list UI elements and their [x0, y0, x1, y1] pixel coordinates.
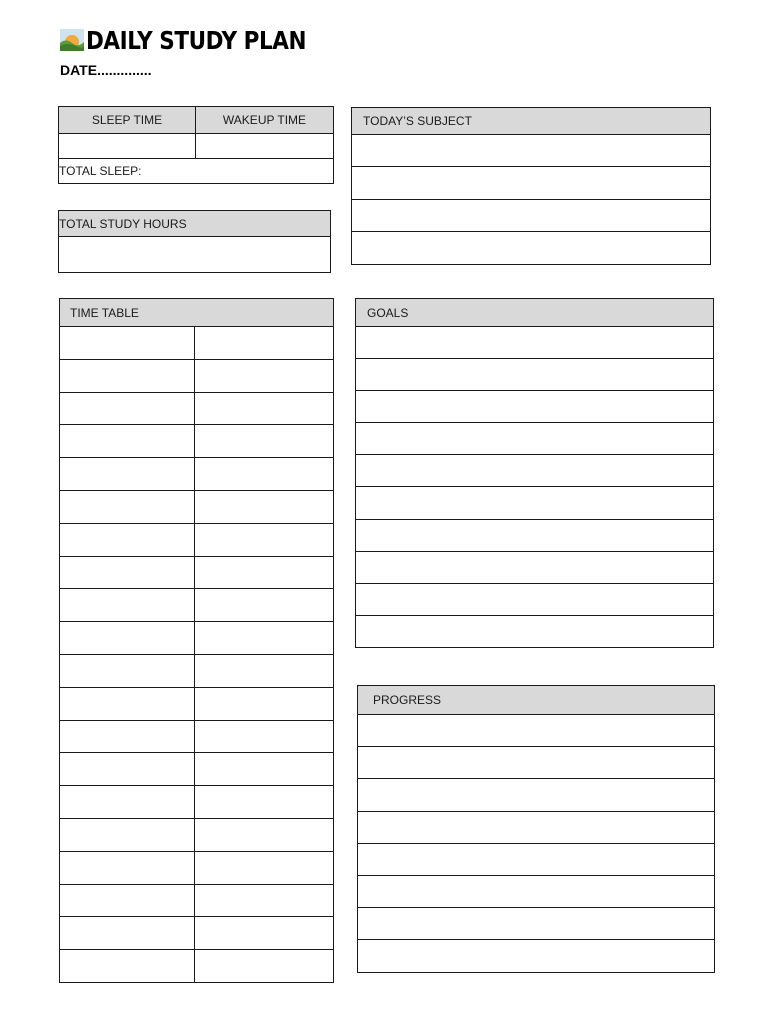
time-cell[interactable] — [60, 786, 195, 818]
progress-panel — [357, 685, 715, 973]
timetable-panel — [59, 298, 334, 983]
progress-row[interactable] — [358, 746, 714, 778]
timetable-row[interactable] — [60, 392, 333, 425]
goal-row[interactable] — [356, 551, 713, 583]
study-hours-table — [58, 210, 331, 273]
progress-row[interactable] — [358, 778, 714, 810]
time-cell[interactable] — [60, 852, 195, 884]
activity-cell[interactable] — [195, 753, 333, 785]
activity-cell[interactable] — [195, 458, 333, 490]
subject-table — [351, 107, 711, 265]
time-cell[interactable] — [60, 458, 195, 490]
timetable-row[interactable] — [60, 818, 333, 851]
timetable-row[interactable] — [60, 490, 333, 523]
timetable-row[interactable] — [60, 687, 333, 720]
goal-row[interactable] — [356, 486, 713, 518]
progress-row[interactable] — [358, 875, 714, 907]
time-cell[interactable] — [60, 393, 195, 425]
activity-cell[interactable] — [195, 622, 333, 654]
activity-cell[interactable] — [195, 917, 333, 949]
goals-header: GOALS — [356, 298, 713, 326]
activity-cell[interactable] — [195, 589, 333, 621]
timetable-row[interactable] — [60, 654, 333, 687]
time-cell[interactable] — [60, 491, 195, 523]
timetable-row[interactable] — [60, 523, 333, 556]
activity-cell[interactable] — [195, 688, 333, 720]
wakeup-time-header: WAKEUP TIME — [196, 107, 334, 134]
timetable-row[interactable] — [60, 621, 333, 654]
wakeup-time-cell[interactable] — [196, 134, 334, 159]
goals-panel — [355, 298, 714, 648]
timetable-row[interactable] — [60, 720, 333, 753]
activity-cell[interactable] — [195, 491, 333, 523]
time-cell[interactable] — [60, 655, 195, 687]
timetable-row[interactable] — [60, 457, 333, 490]
time-cell[interactable] — [60, 360, 195, 392]
goal-row[interactable] — [356, 454, 713, 486]
time-cell[interactable] — [60, 950, 195, 982]
page-title: DAILY STUDY PLAN — [86, 25, 307, 55]
subject-row[interactable] — [352, 167, 711, 200]
timetable-row[interactable] — [60, 785, 333, 818]
time-cell[interactable] — [60, 721, 195, 753]
timetable-row[interactable] — [60, 359, 333, 392]
time-cell[interactable] — [60, 885, 195, 917]
sleep-time-cell[interactable] — [59, 134, 196, 159]
time-cell[interactable] — [60, 917, 195, 949]
time-cell[interactable] — [60, 819, 195, 851]
goal-row[interactable] — [356, 422, 713, 454]
activity-cell[interactable] — [195, 721, 333, 753]
total-sleep-cell[interactable]: TOTAL SLEEP: — [59, 159, 334, 184]
time-cell[interactable] — [60, 688, 195, 720]
timetable-row[interactable] — [60, 424, 333, 457]
activity-cell[interactable] — [195, 425, 333, 457]
timetable-row[interactable] — [60, 916, 333, 949]
total-study-hours-header: TOTAL STUDY HOURS — [59, 211, 331, 237]
activity-cell[interactable] — [195, 655, 333, 687]
sunrise-icon — [60, 29, 84, 51]
subject-row[interactable] — [352, 200, 711, 232]
subject-row[interactable] — [352, 232, 711, 265]
timetable-row[interactable] — [60, 884, 333, 917]
timetable-row[interactable] — [60, 588, 333, 621]
page-header — [60, 25, 342, 55]
activity-cell[interactable] — [195, 950, 333, 982]
timetable-row[interactable] — [60, 752, 333, 785]
goal-row[interactable] — [356, 519, 713, 551]
progress-row[interactable] — [358, 714, 714, 746]
time-cell[interactable] — [60, 589, 195, 621]
time-cell[interactable] — [60, 557, 195, 589]
time-cell[interactable] — [60, 524, 195, 556]
timetable-row[interactable] — [60, 326, 333, 359]
timetable-row[interactable] — [60, 949, 333, 982]
timetable-row[interactable] — [60, 851, 333, 884]
activity-cell[interactable] — [195, 327, 333, 359]
timetable-row[interactable] — [60, 556, 333, 589]
activity-cell[interactable] — [195, 393, 333, 425]
activity-cell[interactable] — [195, 819, 333, 851]
time-cell[interactable] — [60, 425, 195, 457]
date-field[interactable]: DATE.............. — [60, 62, 152, 78]
time-cell[interactable] — [60, 327, 195, 359]
goal-row[interactable] — [356, 326, 713, 358]
goal-row[interactable] — [356, 583, 713, 615]
sleep-table — [58, 106, 334, 184]
progress-row[interactable] — [358, 811, 714, 843]
goal-row[interactable] — [356, 615, 713, 647]
activity-cell[interactable] — [195, 885, 333, 917]
total-study-hours-cell[interactable] — [59, 237, 331, 273]
progress-row[interactable] — [358, 939, 714, 971]
subject-row[interactable] — [352, 135, 711, 167]
activity-cell[interactable] — [195, 360, 333, 392]
activity-cell[interactable] — [195, 524, 333, 556]
time-cell[interactable] — [60, 753, 195, 785]
activity-cell[interactable] — [195, 786, 333, 818]
progress-row[interactable] — [358, 907, 714, 939]
sleep-time-header: SLEEP TIME — [59, 107, 196, 134]
goal-row[interactable] — [356, 358, 713, 390]
activity-cell[interactable] — [195, 557, 333, 589]
activity-cell[interactable] — [195, 852, 333, 884]
progress-row[interactable] — [358, 843, 714, 875]
timetable-header: TIME TABLE — [60, 298, 333, 326]
goal-row[interactable] — [356, 390, 713, 422]
progress-header: PROGRESS — [358, 685, 714, 714]
todays-subject-header: TODAY’S SUBJECT — [352, 108, 711, 135]
time-cell[interactable] — [60, 622, 195, 654]
